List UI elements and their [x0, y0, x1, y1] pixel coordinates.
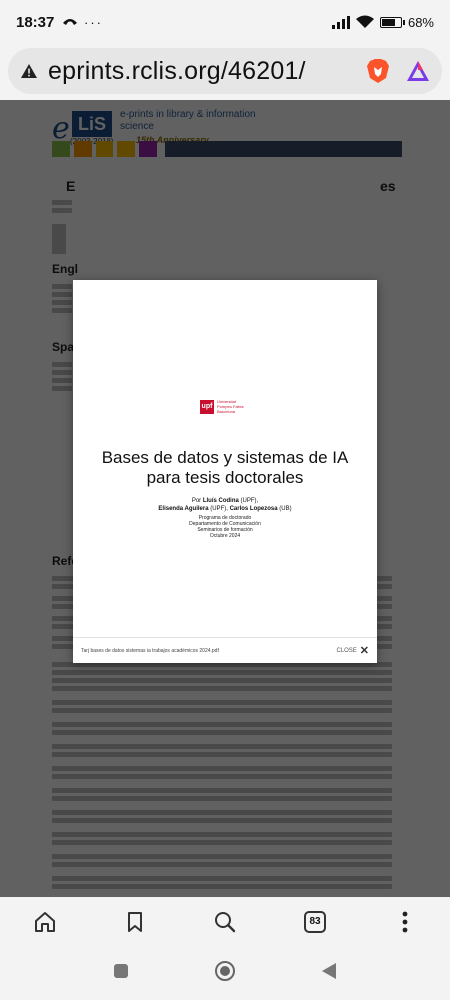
more-vertical-icon — [402, 911, 408, 933]
home-button[interactable] — [23, 902, 67, 942]
wifi-icon — [356, 15, 374, 29]
tabs-button[interactable] — [293, 902, 337, 942]
author-name: Carlos Lopezosa — [229, 505, 278, 512]
modal-footer — [73, 637, 377, 663]
close-button[interactable] — [336, 644, 369, 657]
document-byline — [93, 498, 357, 513]
program-line: Octubre 2024 — [209, 533, 241, 539]
bookmark-button[interactable] — [113, 902, 157, 942]
warning-icon[interactable] — [20, 63, 38, 79]
menu-button[interactable] — [383, 902, 427, 942]
signal-icon — [332, 15, 350, 29]
home-system-button[interactable] — [214, 960, 236, 987]
web-page — [0, 100, 450, 897]
author-affiliation: (UB) — [277, 505, 292, 512]
author-name: Elisenda Aguilera — [158, 505, 209, 512]
bookmark-icon — [126, 911, 144, 933]
battery-percent: 68% — [407, 14, 434, 30]
status-right — [332, 15, 434, 30]
browser-toolbar — [0, 44, 450, 100]
close-icon: ✕ — [359, 645, 369, 657]
notification-icons — [62, 15, 103, 30]
brave-rewards-icon[interactable] — [406, 60, 430, 82]
program-info — [93, 515, 357, 539]
upf-mark: upf — [200, 400, 214, 414]
program-line: Programa de doctorado — [198, 515, 252, 521]
more-dots-icon: ··· — [84, 14, 103, 30]
document-title: Bases de datos y sistemas de IA para tesis doctorales — [101, 448, 349, 487]
file-name-link[interactable]: Tarj bases de datos sistemas ia trabajos académicos 2024.pdf — [81, 647, 219, 654]
recents-icon — [113, 963, 129, 979]
home-circle-icon — [214, 960, 236, 982]
battery-icon — [380, 17, 402, 28]
program-line: Departamento de Comunicación — [189, 521, 261, 527]
call-icon — [62, 15, 78, 27]
recents-button[interactable] — [113, 963, 129, 984]
document-preview[interactable] — [73, 280, 377, 637]
back-triangle-icon — [321, 962, 337, 980]
system-navigation-bar — [0, 947, 450, 1000]
author-name: Lluís Codina — [202, 498, 239, 504]
institution-name: Universitat Pompeu Fabra Barcelona — [217, 399, 244, 414]
document-preview-modal — [73, 280, 377, 663]
byline-prefix: Por — [191, 498, 202, 504]
tab-count: 83 — [304, 911, 326, 933]
back-button[interactable] — [321, 962, 337, 985]
brave-shield-icon[interactable] — [366, 58, 390, 84]
status-bar — [0, 0, 450, 44]
author-affiliation: (UPF), — [238, 498, 259, 504]
search-button[interactable] — [203, 902, 247, 942]
program-line: Seminarios de formación — [197, 527, 253, 533]
clock: 18:37 — [16, 13, 55, 31]
url-text[interactable]: eprints.rclis.org/46201/ — [48, 56, 306, 85]
institution-logo — [200, 399, 247, 414]
search-icon — [214, 911, 236, 933]
author-affiliation: (UPF), — [208, 505, 230, 512]
close-label: CLOSE — [336, 647, 357, 654]
browser-bottom-toolbar — [0, 897, 450, 947]
address-bar[interactable] — [8, 48, 442, 94]
home-icon — [34, 911, 56, 933]
